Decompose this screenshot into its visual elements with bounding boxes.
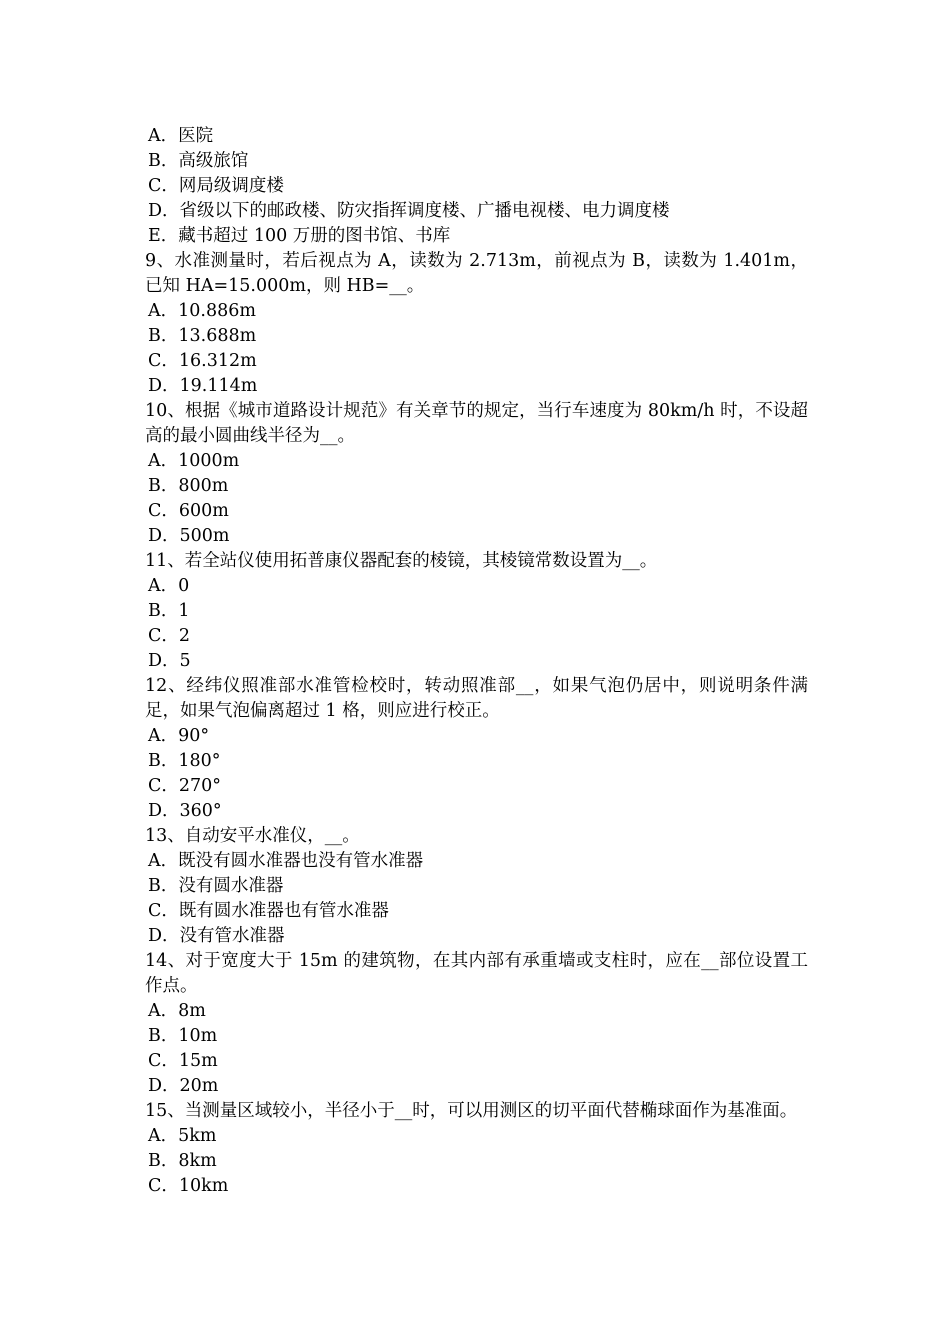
question-text: 12、经纬仪照准部水准管检校时，转动照准部__，如果气泡仍居中，则说明条件满足，如果气泡偏离超过 1 格，则应进行校正。	[145, 676, 808, 721]
answer-option: B．1	[148, 601, 190, 621]
answer-option: B．10m	[148, 1026, 218, 1046]
answer-option: C．2	[148, 626, 191, 646]
answer-option: A．90°	[148, 726, 210, 746]
answer-option: A．1000m	[148, 451, 240, 471]
question-text: 14、对于宽度大于 15m 的建筑物，在其内部有承重墙或支柱时，应在__部位设置工作点。	[145, 951, 808, 996]
answer-option: D．5	[148, 651, 191, 671]
answer-option: B．高级旅馆	[148, 151, 249, 171]
answer-option: C．网局级调度楼	[148, 176, 284, 196]
answer-option: B．8km	[148, 1151, 217, 1171]
answer-option: A．10.886m	[148, 301, 256, 321]
answer-option: E．藏书超过 100 万册的图书馆、书库	[148, 226, 451, 246]
answer-option: D．500m	[148, 526, 230, 546]
answer-option: A．8m	[148, 1001, 206, 1021]
answer-option: C．270°	[148, 776, 222, 796]
answer-option: D．省级以下的邮政楼、防灾指挥调度楼、广播电视楼、电力调度楼	[148, 201, 670, 221]
question-list	[145, 124, 808, 1199]
answer-option: A．既没有圆水准器也没有管水准器	[148, 851, 424, 871]
question-text: 15、当测量区域较小，半径小于__时，可以用测区的切平面代替椭球面作为基准面。	[145, 1101, 798, 1121]
answer-option: A．5km	[148, 1126, 217, 1146]
answer-option: C．既有圆水准器也有管水准器	[148, 901, 389, 921]
answer-option: A．0	[148, 576, 190, 596]
answer-option: D．19.114m	[148, 376, 258, 396]
answer-option: C．16.312m	[148, 351, 257, 371]
answer-option: D．360°	[148, 801, 222, 821]
answer-option: B．13.688m	[148, 326, 257, 346]
answer-option: A．医院	[148, 126, 214, 146]
answer-option: B．180°	[148, 751, 221, 771]
answer-option: B．800m	[148, 476, 229, 496]
answer-option: D．没有管水准器	[148, 926, 285, 946]
answer-option: C．10km	[148, 1176, 229, 1196]
question-text: 11、若全站仪使用拓普康仪器配套的棱镜，其棱镜常数设置为__。	[145, 551, 658, 571]
answer-option: C．600m	[148, 501, 229, 521]
question-text: 10、根据《城市道路设计规范》有关章节的规定，当行车速度为 80km/h 时，不设超高的最小圆曲线半径为__。	[145, 401, 808, 446]
question-text: 13、自动安平水准仪，__。	[145, 826, 360, 846]
answer-option: B．没有圆水准器	[148, 876, 284, 896]
question-text: 9、水准测量时，若后视点为 A，读数为 2.713m，前视点为 B，读数为 1.401m，已知 HA=15.000m，则 HB=__。	[145, 251, 808, 296]
answer-option: D．20m	[148, 1076, 219, 1096]
answer-option: C．15m	[148, 1051, 218, 1071]
